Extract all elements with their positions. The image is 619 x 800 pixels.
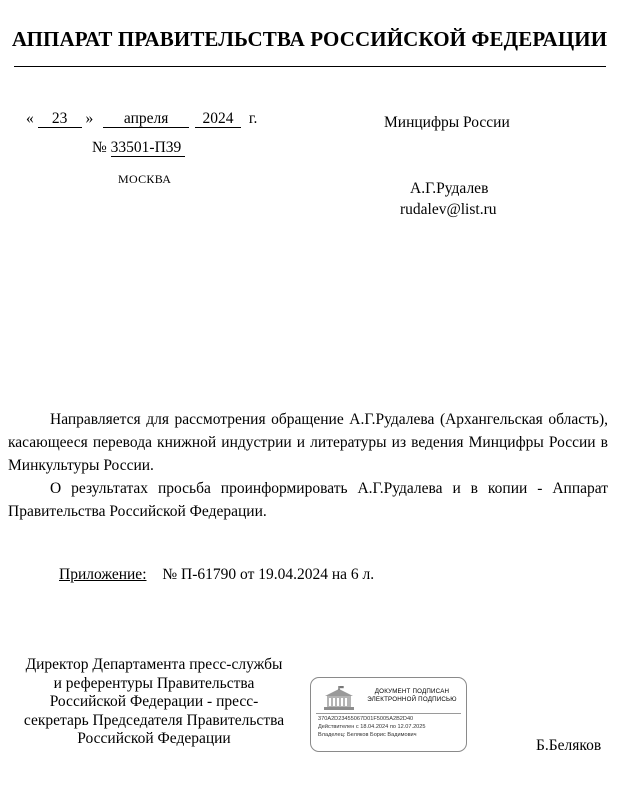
header-rule [14,66,606,67]
date-open-quote: « [26,110,34,127]
recipient-name: А.Г.Рудалев [410,180,489,197]
signatory-title-line: секретарь Председателя Правительства [23,711,285,729]
signatory-title-line: Директор Департамента пресс-службы [25,656,283,673]
signatory-name: Б.Беляков [536,737,602,754]
document-date [26,110,257,128]
stamp-header [363,688,461,704]
document-header: АППАРАТ ПРАВИТЕЛЬСТВА РОССИЙСКОЙ ФЕДЕРАЦИИ [11,27,608,51]
government-building-icon [321,686,357,712]
stamp-header-line-2: ЭЛЕКТРОННОЙ ПОДПИСЬЮ [367,696,457,703]
stamp-divider [316,713,461,714]
attachment-label: Приложение: [59,566,147,583]
stamp-owner: Владелец: Беляков Борис Вадимович [318,732,417,738]
electronic-signature-stamp [310,677,467,752]
signatory-title-line: Российской Федерации - пресс- [49,693,259,710]
date-year-suffix: г. [248,110,258,127]
date-close-quote: » [85,110,94,127]
body-paragraph-2: О результатах просьба проинформировать А.Г.Рудалева и в копии - Аппарат Правительства Российской Федерации. [8,480,608,520]
attachment-line [59,566,374,584]
document-city: МОСКВА [118,172,172,186]
number-value: 33501-П39 [111,139,185,157]
signatory-title-line: Российской Федерации [77,730,231,747]
date-month: апреля [103,110,189,128]
date-year: 2024 [195,110,241,128]
body-paragraph-1: Направляется для рассмотрения обращение А.Г.Рудалева (Архангельская область), касающееся перевода книжной индустрии и литературы из ведения Минцифры России в Минкультуры России. [8,411,608,474]
recipient-org: Минцифры России [384,114,510,131]
stamp-validity: Действителен с 18.04.2024 по 12.07.2025 [318,724,426,730]
recipient-email: rudalev@list.ru [400,201,497,218]
document-number [92,139,185,157]
date-day: 23 [38,110,82,128]
stamp-certificate: 370A2D23455067D01F5005A2B2D40 [318,716,414,722]
document-body [8,408,608,523]
signatory-title [4,656,304,749]
stamp-header-line-1: ДОКУМЕНТ ПОДПИСАН [374,688,450,695]
signatory-title-line: и референтуры Правительства [53,674,255,692]
attachment-text: № П-61790 от 19.04.2024 на 6 л. [162,566,375,583]
number-label: № [92,139,107,156]
